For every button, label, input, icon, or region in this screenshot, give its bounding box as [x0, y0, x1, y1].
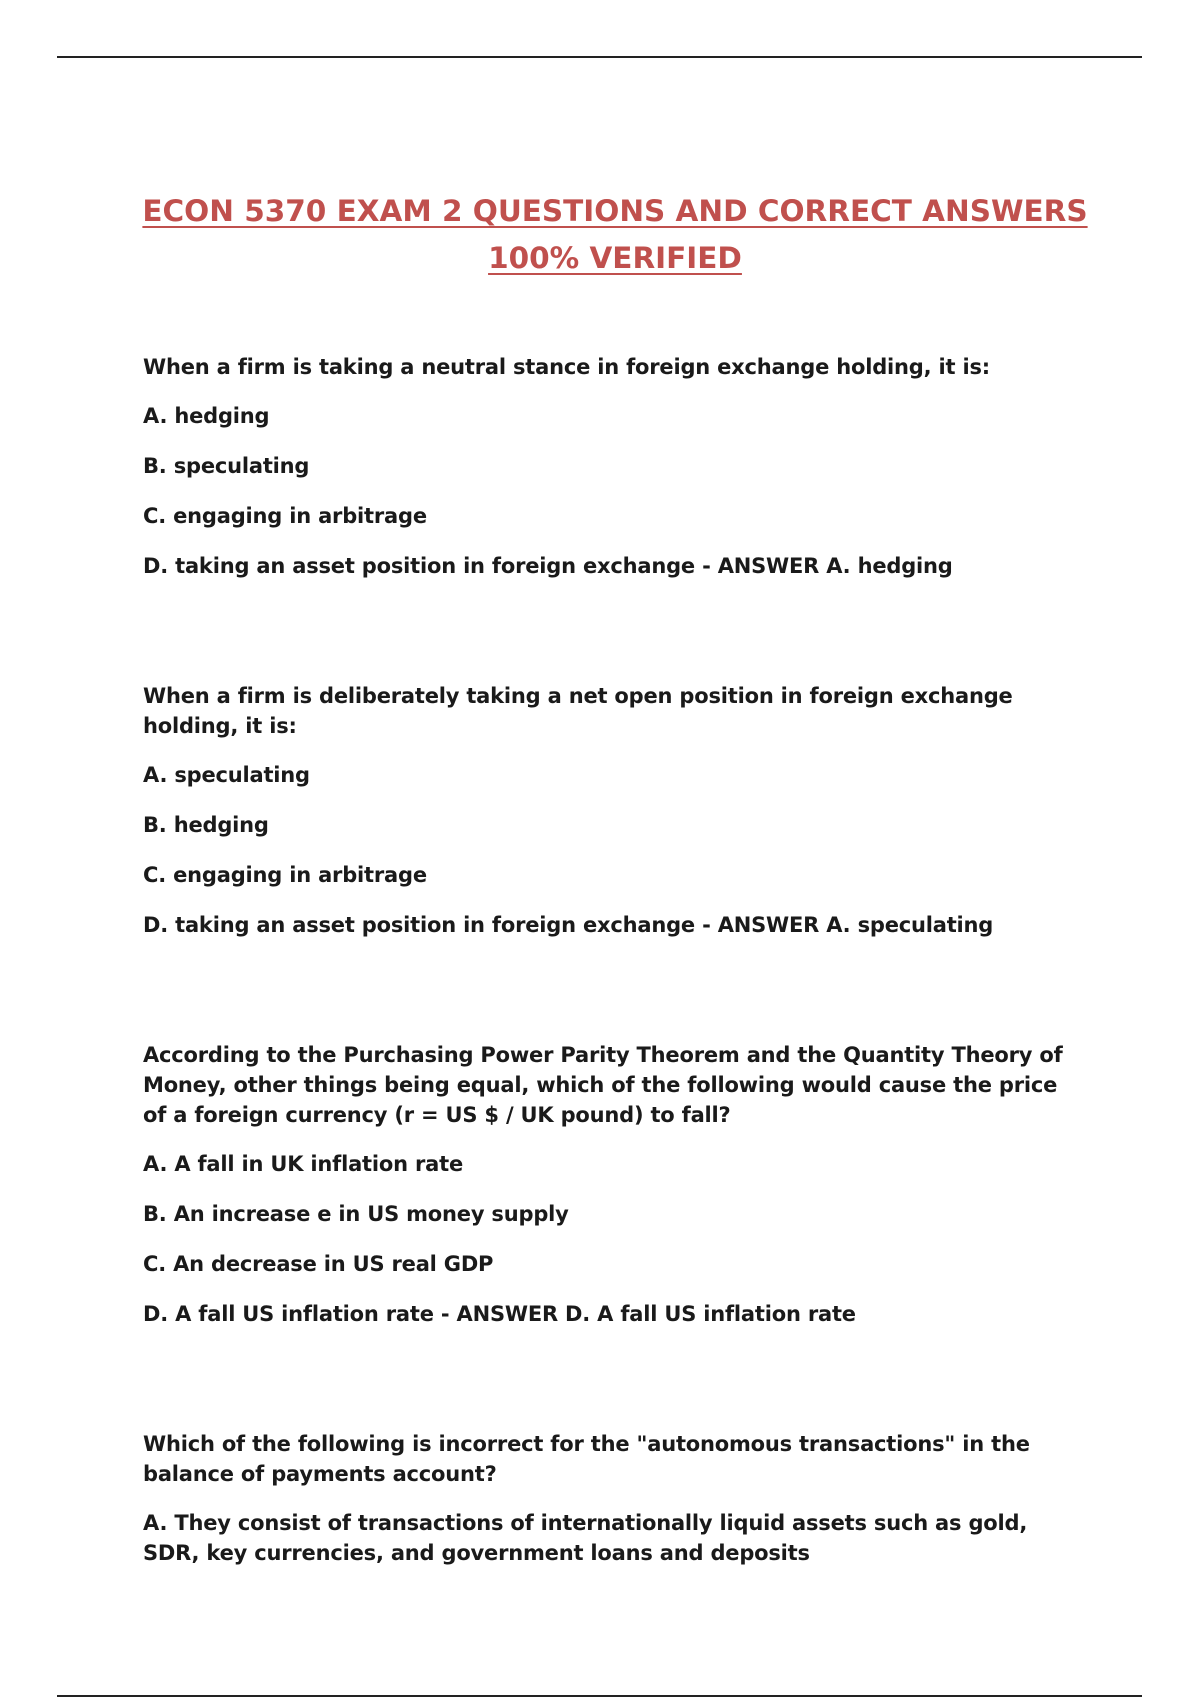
answer-option: A. hedging: [143, 404, 270, 428]
answer-option: C. engaging in arbitrage: [143, 504, 427, 528]
questions-list: [143, 352, 1083, 1668]
answer-option: D. taking an asset position in foreign exchange - ANSWER A. hedging: [143, 554, 953, 578]
document-title: [130, 188, 1100, 282]
question-text: When a firm is taking a neutral stance in foreign exchange holding, it is:: [143, 355, 990, 379]
answer-option: D. taking an asset position in foreign exchange - ANSWER A. speculating: [143, 913, 994, 937]
question-block: [143, 352, 1083, 581]
top-rule: [57, 56, 1142, 58]
answer-option: B. An increase e in US money supply: [143, 1202, 569, 1226]
question-text: When a firm is deliberately taking a net open position in foreign exchange holding, it is:: [143, 684, 1013, 738]
question-block: [143, 1429, 1083, 1568]
answer-option: D. A fall US inflation rate - ANSWER D. A fall US inflation rate: [143, 1302, 856, 1326]
answer-option: A. speculating: [143, 763, 310, 787]
question-text: According to the Purchasing Power Parity Theorem and the Quantity Theory of Money, other things being equal, which of the following would cause the price of a foreign currency (r = US $ / UK pound) to fall?: [143, 1043, 1063, 1127]
answer-option: C. engaging in arbitrage: [143, 863, 427, 887]
answer-option: A. They consist of transactions of internationally liquid assets such as gold, SDR, key currencies, and government loans and deposits: [143, 1511, 1028, 1565]
title-line-1: ECON 5370 EXAM 2 QUESTIONS AND CORRECT ANSWERS: [142, 194, 1088, 228]
question-block: [143, 1040, 1083, 1329]
answer-option: C. An decrease in US real GDP: [143, 1252, 494, 1276]
answer-option: A. A fall in UK inflation rate: [143, 1152, 463, 1176]
answer-option: B. hedging: [143, 813, 269, 837]
answer-option: B. speculating: [143, 454, 310, 478]
question-block: [143, 681, 1083, 940]
title-line-2: 100% VERIFIED: [488, 241, 742, 275]
question-text: Which of the following is incorrect for the "autonomous transactions" in the balance of payments account?: [143, 1432, 1030, 1486]
bottom-rule: [57, 1695, 1142, 1697]
